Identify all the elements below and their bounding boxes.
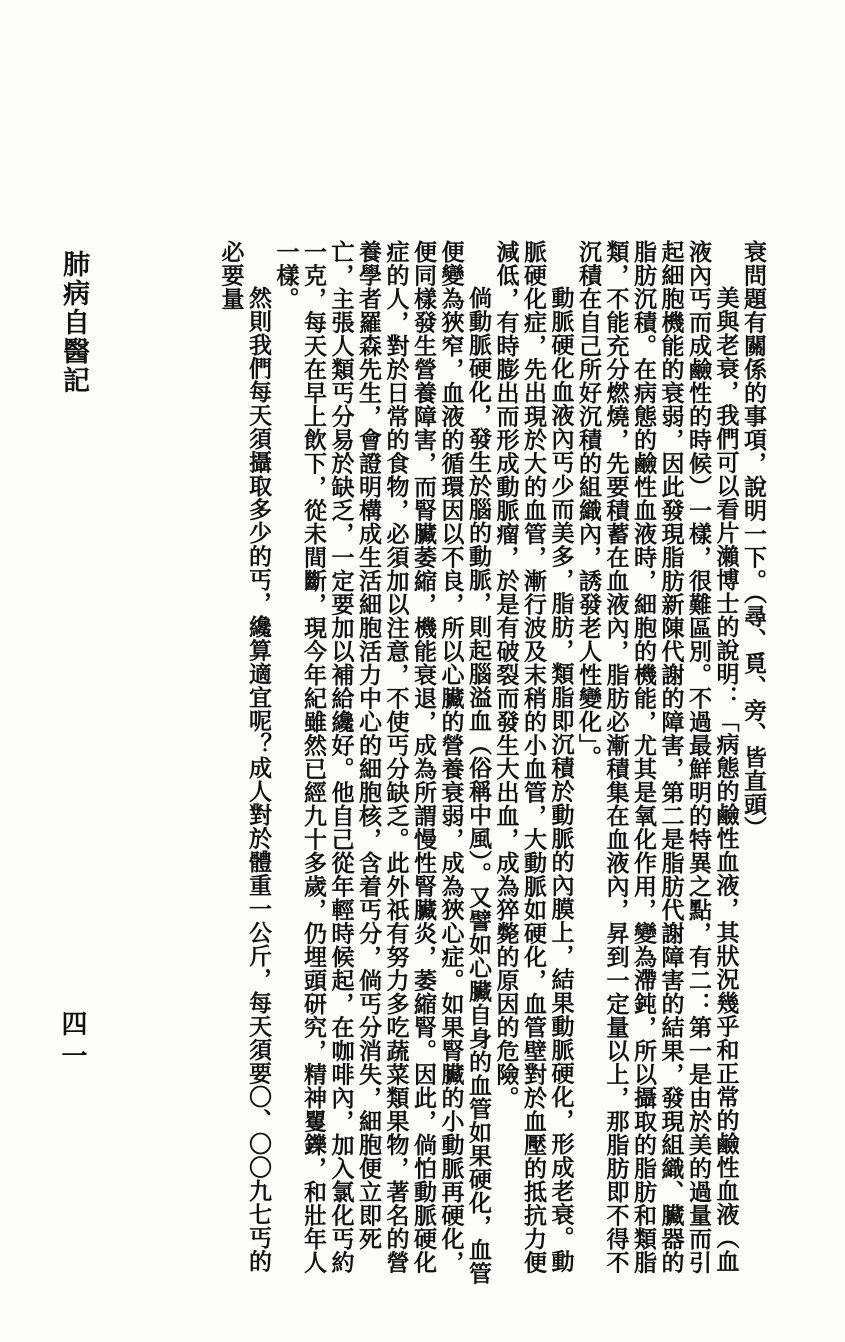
paragraph: 衰問題有關係的事項，說明一下。（尋、覓、旁、皆直頭）: [740, 240, 767, 840]
running-title: 肺病自醫記: [58, 250, 89, 395]
paragraph: 美與老衰，我們可以看片瀨博士的說明：「病態的鹼性血液，其狀況幾乎和正常的鹼性血液（血液內丐而成鹼性的時候）一樣，很難區別。不過最鮮明的特異之點，有二：第一是由於美的過量而引起細胞機能的衰弱，因此發現脂肪新陳代謝的障害，第二是脂肪代謝障害的結果，發現組織、臟器的脂肪沉積。在病態的鹼性血液時，細胞的機能，尤其是氧化作用，變為滯鈍，所以攝取的脂肪和類脂類，不能充分燃燒，先要積蓄在血液內，脂肪必漸積集在血液內，昇到一定量以上，那脂肪即不得不沉積在自己所好沉積的組織內，誘發老人性變化」。: [575, 240, 740, 1274]
page-number: 四一: [57, 1010, 87, 1074]
paragraph: 動脈硬化血液內丐少而美多，脂肪，類脂即沉積於動脈的內膜上，結果動脈硬化，形成老衰。動脈硬化症，先出現於大的血管，漸行波及末稍的小血管，大動脈如硬化，血管壁對於血壓的抵抗力便減低，有時膨出而形成動脈瘤，於是有破裂而發生大出血，成為猝斃的原因的危險。: [492, 240, 575, 1274]
paragraph: 倘動脈硬化，發生於腦的動脈，則起腦溢血（俗稱中風）。又譬如心臟自身的血管如果硬化，血管便變為狹窄，血液的循環因以不良，所以心臟的營養衰弱，成為狹心症。如果腎臟的小動脈再硬化，便同樣發生營養障害，而腎臟萎縮，機能衰退，成為所謂慢性腎臟炎，萎縮腎。因此，倘怕動脈硬化症的人，對於日常的食物，必須加以注意，不使丐分缺乏。此外祇有努力多吃蔬菜類果物，著名的營養學者羅森先生，會證明構成生活細胞活力中心的細胞核，含着丐分，倘丐分消失，細胞便立即死亡，主張人類丐分易於缺乏，一定要加以補給纔好。他自己從年輕時候起，在咖啡內，加入氯化丐約一克，每天在早上飲下，從未間斷，現今年紀雖然已經九十多歲，仍埋頭研究，精神矍鑠，和壯年人一樣。: [272, 240, 492, 1285]
body-text: [217, 240, 767, 1290]
paragraph: 然則我們每天須攝取多少的丐，纔算適宜呢？成人對於體重一公斤，每天須要〇、〇〇九七丐的必要量: [217, 240, 272, 1273]
